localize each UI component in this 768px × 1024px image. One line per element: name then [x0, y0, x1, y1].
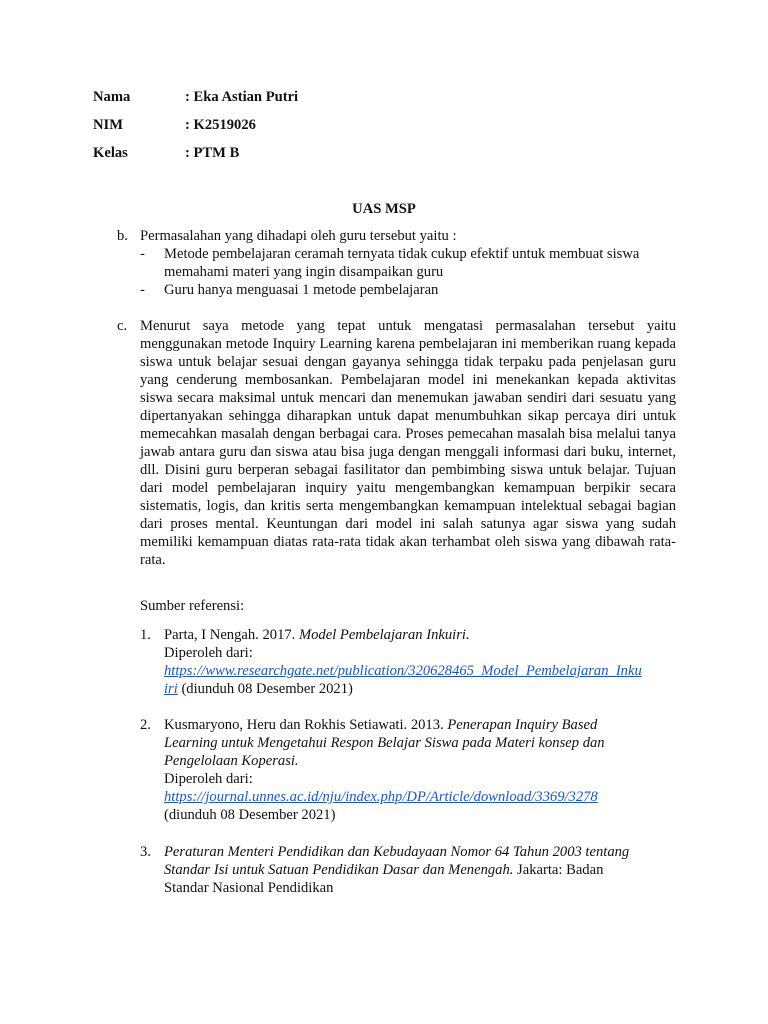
info-value: : Eka Astian Putri — [185, 89, 299, 105]
reference-number: 1. — [140, 627, 151, 643]
page-title: UAS MSP — [352, 201, 416, 217]
info-label: Nama — [93, 89, 131, 105]
reference-obtained: Diperoleh dari: — [164, 645, 253, 661]
bullet-dash: - — [140, 282, 145, 298]
reference-link-continued[interactable]: iri — [164, 681, 178, 697]
reference-publisher-continued: Standar Nasional Pendidikan — [164, 880, 334, 896]
reference-title: Standar Isi untuk Satuan Pendidikan Dasar dan Menengah. — [164, 862, 514, 878]
reference-number: 3. — [140, 844, 151, 860]
reference-title: Peraturan Menteri Pendidikan dan Kebudayaan Nomor 64 Tahun 2003 tentang — [164, 844, 630, 860]
section-b-intro: Permasalahan yang dihadapi oleh guru tersebut yaitu : — [140, 228, 457, 244]
info-value: : PTM B — [185, 145, 240, 161]
reference-author: Kusmaryono, Heru dan Rokhis Setiawati. 2013. — [164, 717, 448, 733]
reference-item-3 — [164, 843, 676, 897]
reference-link[interactable]: https://journal.unnes.ac.id/nju/index.php/DP/Article/download/3369/3278 — [164, 789, 598, 805]
info-label: NIM — [93, 117, 123, 133]
reference-title: Penerapan Inquiry Based — [447, 717, 598, 733]
reference-number: 2. — [140, 717, 151, 733]
reference-title: Pengelolaan Koperasi. — [164, 753, 299, 769]
reference-title: Model Pembelajaran Inkuiri. — [298, 627, 470, 643]
info-label: Kelas — [93, 145, 128, 161]
reference-title: Learning untuk Mengetahui Respon Belajar Siswa pada Materi konsep dan — [164, 735, 605, 751]
bullet-dash: - — [140, 246, 145, 262]
info-value: : K2519026 — [185, 117, 256, 133]
bullet-text: Metode pembelajaran ceramah ternyata tidak cukup efektif untuk membuat siswa memahami materi yang ingin disampaikan guru — [164, 246, 640, 280]
reference-publisher: Jakarta: Badan — [513, 862, 604, 878]
references-heading: Sumber referensi: — [140, 598, 245, 614]
reference-author: Parta, I Nengah. 2017. — [164, 627, 299, 643]
reference-downloaded: (diunduh 08 Desember 2021) — [177, 681, 353, 697]
reference-obtained: Diperoleh dari: — [164, 771, 253, 787]
reference-link[interactable]: https://www.researchgate.net/publication/320628465_Model_Pembelajaran_Inku — [164, 663, 642, 679]
section-b-marker: b. — [117, 228, 128, 244]
section-c-paragraph: Menurut saya metode yang tepat untuk mengatasi permasalahan tersebut yaitu menggunakan metode Inquiry Learning karena pembelajaran ini memberikan ruang kepada siswa untuk belajar sesuai dengan gayanya sehingga tidak terpaku pada penjelasan guru yang cenderung membosankan. Pembelajaran model ini menekankan kepada aktivitas siswa secara maksimal untuk mencari dan menemukan jawaban sendiri dari sesuatu yang dipertanyakan sehingga diharapkan untuk dapat menumbuhkan sikap percaya diri untuk memecahkan masalah dengan berbagai cara. Proses pemecahan masalah bisa melalui tanya jawab antara guru dan siswa atau bisa juga dengan menggali informasi dari buku, internet, dll. Disini guru berperan sebagai fasilitator dan pembimbing siswa untuk belajar. Tujuan dari model pembelajaran inquiry yaitu mengembangkan kemampuan berpikir secara sistematis, logis, dan kritis serta mengembangkan kemampuan intelektual sebagai bagian dari proses mental. Keuntungan dari model ini salah satunya agar siswa yang sudah memiliki kemampuan diatas rata-rata tidak akan terhambat oleh siswa yang dibawah rata-rata. — [140, 318, 676, 568]
bullet-text: Guru hanya menguasai 1 metode pembelajaran — [164, 282, 439, 298]
reference-item-1 — [164, 626, 676, 698]
reference-downloaded: (diunduh 08 Desember 2021) — [164, 807, 336, 823]
section-c-marker: c. — [117, 318, 128, 334]
reference-item-2 — [164, 716, 676, 824]
